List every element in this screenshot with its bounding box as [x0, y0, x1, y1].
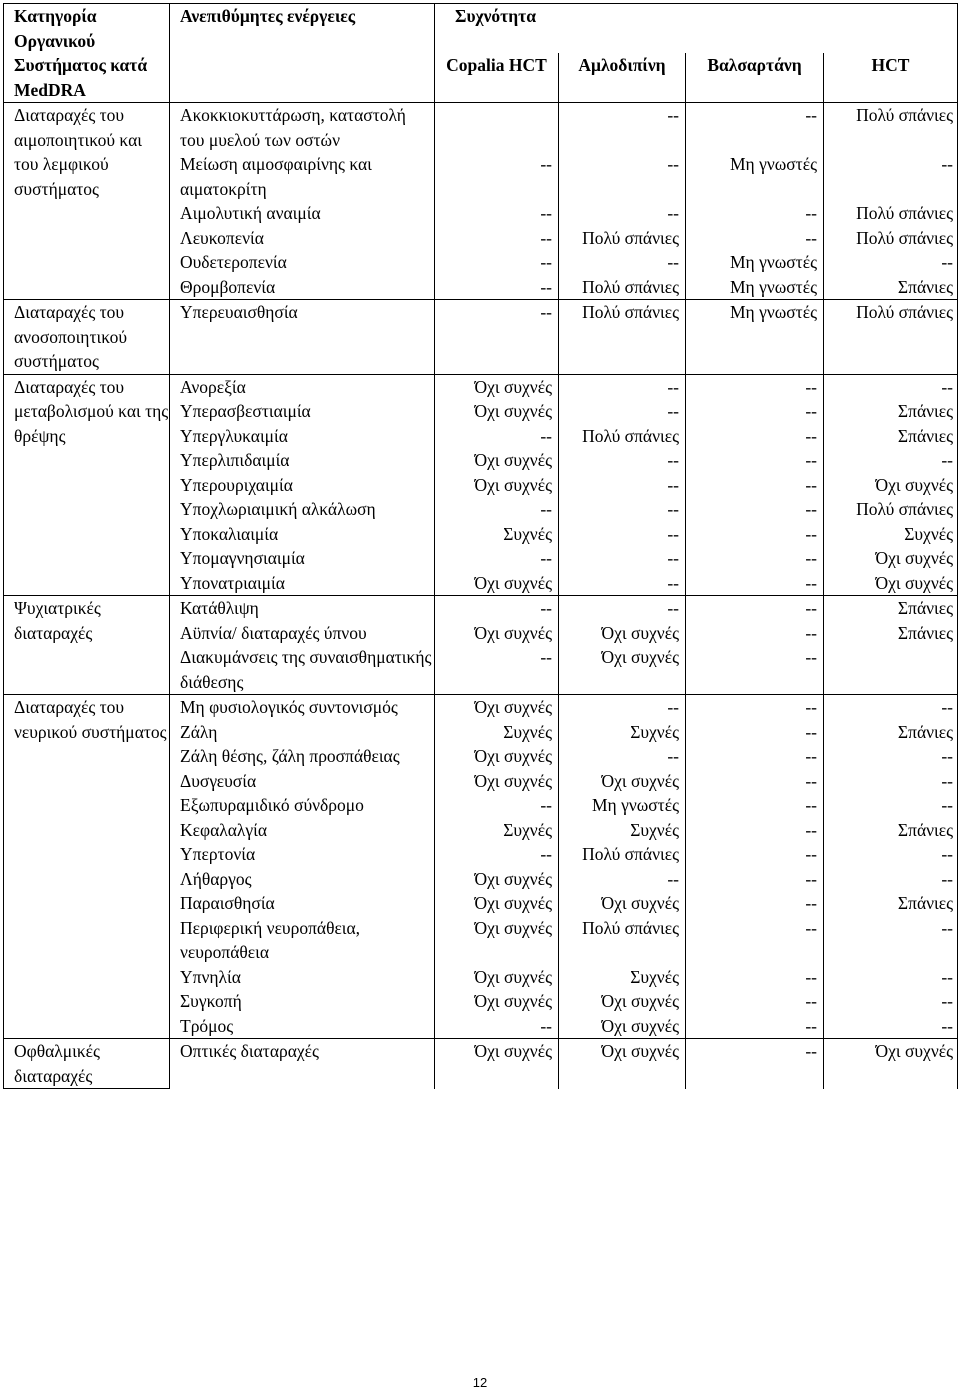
table-row [4, 695, 958, 720]
copalia-hct-cell: Συχνές [435, 522, 559, 547]
reaction-cell: Ακοκκιοκυττάρωση, καταστολή του μυελού των οστών [170, 103, 435, 153]
hct-cell: Σπάνιες [824, 891, 958, 916]
reaction-cell: Εξωπυραμιδικό σύνδρομο [170, 793, 435, 818]
valsartan-cell: -- [686, 103, 824, 153]
copalia-hct-cell: -- [435, 201, 559, 226]
valsartan-cell: Μη γνωστές [686, 250, 824, 275]
valsartan-cell: -- [686, 916, 824, 965]
hct-cell: -- [824, 250, 958, 275]
valsartan-cell: -- [686, 891, 824, 916]
hct-cell: -- [824, 989, 958, 1014]
valsartan-cell: -- [686, 621, 824, 646]
copalia-hct-cell: -- [435, 300, 559, 375]
reaction-cell: Αιμολυτική αναιμία [170, 201, 435, 226]
copalia-hct-cell: Όχι συχνές [435, 695, 559, 720]
valsartan-cell: -- [686, 842, 824, 867]
valsartan-cell: -- [686, 695, 824, 720]
valsartan-cell: -- [686, 793, 824, 818]
copalia-hct-cell: -- [435, 152, 559, 201]
reaction-cell: Περιφερική νευροπάθεια, νευροπάθεια [170, 916, 435, 965]
reaction-cell: Θρομβοπενία [170, 275, 435, 300]
valsartan-cell: -- [686, 989, 824, 1014]
hct-cell: Σπάνιες [824, 424, 958, 449]
copalia-hct-cell: Όχι συχνές [435, 399, 559, 424]
copalia-hct-cell: Όχι συχνές [435, 621, 559, 646]
header-amlodipine: Αμλοδιπίνη [559, 53, 686, 103]
hct-cell: Όχι συχνές [824, 1039, 958, 1089]
amlodipine-cell: Όχι συχνές [559, 769, 686, 794]
valsartan-cell: -- [686, 867, 824, 892]
category-cell: Ψυχιατρικές διαταραχές [4, 596, 170, 695]
table-row [4, 300, 958, 375]
reaction-cell: Υπονατριαιμία [170, 571, 435, 596]
reaction-cell: Ζάλη θέσης, ζάλη προσπάθειας [170, 744, 435, 769]
valsartan-cell: -- [686, 546, 824, 571]
category-cell: Διαταραχές του μεταβολισμού και της θρέψης [4, 374, 170, 596]
amlodipine-cell: Συχνές [559, 720, 686, 745]
reaction-cell: Υπερευαισθησία [170, 300, 435, 375]
hct-cell: -- [824, 448, 958, 473]
hct-cell [824, 645, 958, 695]
valsartan-cell: -- [686, 374, 824, 399]
copalia-hct-cell: Συχνές [435, 818, 559, 843]
table-row [4, 374, 958, 399]
amlodipine-cell: Πολύ σπάνιες [559, 424, 686, 449]
valsartan-cell: -- [686, 399, 824, 424]
amlodipine-cell: -- [559, 152, 686, 201]
valsartan-cell: -- [686, 571, 824, 596]
hct-cell: -- [824, 769, 958, 794]
amlodipine-cell: Πολύ σπάνιες [559, 275, 686, 300]
category-cell: Οφθαλμικές διαταραχές [4, 1039, 170, 1089]
copalia-hct-cell: Όχι συχνές [435, 1039, 559, 1089]
hct-cell: -- [824, 152, 958, 201]
hct-cell: -- [824, 916, 958, 965]
hct-cell: -- [824, 695, 958, 720]
hct-cell: Σπάνιες [824, 621, 958, 646]
copalia-hct-cell: -- [435, 250, 559, 275]
copalia-hct-cell: Όχι συχνές [435, 744, 559, 769]
valsartan-cell: -- [686, 645, 824, 695]
reaction-cell: Συγκοπή [170, 989, 435, 1014]
reaction-cell: Υπερλιπιδαιμία [170, 448, 435, 473]
reaction-cell: Υπνηλία [170, 965, 435, 990]
hct-cell: -- [824, 842, 958, 867]
header-frequency: Συχνότητα [435, 4, 958, 54]
table-header-row [4, 4, 958, 54]
copalia-hct-cell: -- [435, 546, 559, 571]
reaction-cell: Κατάθλιψη [170, 596, 435, 621]
reaction-cell: Οπτικές διαταραχές [170, 1039, 435, 1089]
reaction-cell: Υποχλωριαιμική αλκάλωση [170, 497, 435, 522]
amlodipine-cell: -- [559, 744, 686, 769]
page-number: 12 [472, 1375, 488, 1390]
hct-cell: -- [824, 744, 958, 769]
table-body [4, 103, 958, 1089]
valsartan-cell: -- [686, 201, 824, 226]
header-category: Κατηγορία Οργανικού Συστήματος κατά MedDRA [4, 4, 170, 103]
amlodipine-cell: Πολύ σπάνιες [559, 916, 686, 965]
valsartan-cell: Μη γνωστές [686, 275, 824, 300]
hct-cell: Σπάνιες [824, 720, 958, 745]
amlodipine-cell: -- [559, 695, 686, 720]
table-row [4, 103, 958, 153]
reaction-cell: Μείωση αιμοσφαιρίνης και αιματοκρίτη [170, 152, 435, 201]
hct-cell: -- [824, 374, 958, 399]
category-cell: Διαταραχές του ανοσοποιητικού συστήματος [4, 300, 170, 375]
amlodipine-cell: Όχι συχνές [559, 1039, 686, 1089]
hct-cell: Συχνές [824, 522, 958, 547]
reaction-cell: Υπομαγνησιαιμία [170, 546, 435, 571]
header-copalia-hct: Copalia HCT [435, 53, 559, 103]
amlodipine-cell: Όχι συχνές [559, 621, 686, 646]
copalia-hct-cell: Όχι συχνές [435, 473, 559, 498]
copalia-hct-cell: -- [435, 596, 559, 621]
valsartan-cell: -- [686, 1014, 824, 1039]
reaction-cell: Μη φυσιολογικός συντονισμός [170, 695, 435, 720]
amlodipine-cell: -- [559, 399, 686, 424]
amlodipine-cell: -- [559, 571, 686, 596]
amlodipine-cell: -- [559, 522, 686, 547]
reaction-cell: Λευκοπενία [170, 226, 435, 251]
reaction-cell: Υπερτονία [170, 842, 435, 867]
amlodipine-cell: Όχι συχνές [559, 989, 686, 1014]
copalia-hct-cell: -- [435, 1014, 559, 1039]
valsartan-cell: -- [686, 769, 824, 794]
header-valsartan: Βαλσαρτάνη [686, 53, 824, 103]
hct-cell: Σπάνιες [824, 596, 958, 621]
valsartan-cell: -- [686, 596, 824, 621]
amlodipine-cell: -- [559, 596, 686, 621]
hct-cell: Πολύ σπάνιες [824, 497, 958, 522]
valsartan-cell: -- [686, 424, 824, 449]
amlodipine-cell: Μη γνωστές [559, 793, 686, 818]
hct-cell: -- [824, 867, 958, 892]
copalia-hct-cell: Όχι συχνές [435, 965, 559, 990]
header-adverse-reactions: Ανεπιθύμητες ενέργειες [170, 4, 435, 103]
amlodipine-cell: Συχνές [559, 818, 686, 843]
copalia-hct-cell: Όχι συχνές [435, 448, 559, 473]
valsartan-cell: Μη γνωστές [686, 300, 824, 375]
hct-cell: Σπάνιες [824, 399, 958, 424]
valsartan-cell: -- [686, 720, 824, 745]
copalia-hct-cell: Συχνές [435, 720, 559, 745]
hct-cell: Σπάνιες [824, 275, 958, 300]
copalia-hct-cell: Όχι συχνές [435, 374, 559, 399]
reaction-cell: Υποκαλιαιμία [170, 522, 435, 547]
hct-cell: Πολύ σπάνιες [824, 103, 958, 153]
reaction-cell: Ουδετεροπενία [170, 250, 435, 275]
reaction-cell: Τρόμος [170, 1014, 435, 1039]
amlodipine-cell: Όχι συχνές [559, 645, 686, 695]
copalia-hct-cell: Όχι συχνές [435, 867, 559, 892]
category-cell: Διαταραχές του νευρικού συστήματος [4, 695, 170, 1039]
valsartan-cell: -- [686, 522, 824, 547]
hct-cell: Σπάνιες [824, 818, 958, 843]
valsartan-cell: -- [686, 448, 824, 473]
reaction-cell: Ζάλη [170, 720, 435, 745]
copalia-hct-cell [435, 103, 559, 153]
copalia-hct-cell: -- [435, 645, 559, 695]
copalia-hct-cell: Όχι συχνές [435, 989, 559, 1014]
adverse-reactions-table [3, 3, 958, 1089]
reaction-cell: Υπεργλυκαιμία [170, 424, 435, 449]
category-cell: Διαταραχές του αιμοποιητικού και του λεμφικού συστήματος [4, 103, 170, 300]
hct-cell: Πολύ σπάνιες [824, 201, 958, 226]
hct-cell: -- [824, 793, 958, 818]
valsartan-cell: -- [686, 1039, 824, 1089]
amlodipine-cell: Πολύ σπάνιες [559, 226, 686, 251]
valsartan-cell: -- [686, 818, 824, 843]
copalia-hct-cell: -- [435, 793, 559, 818]
reaction-cell: Παραισθησία [170, 891, 435, 916]
copalia-hct-cell: -- [435, 226, 559, 251]
amlodipine-cell: -- [559, 867, 686, 892]
valsartan-cell: -- [686, 965, 824, 990]
copalia-hct-cell: Όχι συχνές [435, 571, 559, 596]
hct-cell: Όχι συχνές [824, 546, 958, 571]
amlodipine-cell: -- [559, 374, 686, 399]
copalia-hct-cell: -- [435, 842, 559, 867]
header-hct: HCT [824, 53, 958, 103]
amlodipine-cell: Πολύ σπάνιες [559, 300, 686, 375]
amlodipine-cell: -- [559, 546, 686, 571]
reaction-cell: Ανορεξία [170, 374, 435, 399]
reaction-cell: Υπερουριχαιμία [170, 473, 435, 498]
copalia-hct-cell: Όχι συχνές [435, 891, 559, 916]
valsartan-cell: -- [686, 744, 824, 769]
valsartan-cell: -- [686, 497, 824, 522]
reaction-cell: Δυσγευσία [170, 769, 435, 794]
amlodipine-cell: Συχνές [559, 965, 686, 990]
amlodipine-cell: -- [559, 448, 686, 473]
reaction-cell: Κεφαλαλγία [170, 818, 435, 843]
reaction-cell: Λήθαργος [170, 867, 435, 892]
valsartan-cell: -- [686, 473, 824, 498]
reaction-cell: Αϋπνία/ διαταραχές ύπνου [170, 621, 435, 646]
table-row [4, 1039, 958, 1089]
hct-cell: -- [824, 965, 958, 990]
hct-cell: -- [824, 1014, 958, 1039]
amlodipine-cell: -- [559, 473, 686, 498]
copalia-hct-cell: -- [435, 497, 559, 522]
hct-cell: Πολύ σπάνιες [824, 226, 958, 251]
amlodipine-cell: Όχι συχνές [559, 891, 686, 916]
amlodipine-cell: -- [559, 250, 686, 275]
hct-cell: Πολύ σπάνιες [824, 300, 958, 375]
valsartan-cell: Μη γνωστές [686, 152, 824, 201]
copalia-hct-cell: Όχι συχνές [435, 916, 559, 965]
copalia-hct-cell: -- [435, 275, 559, 300]
amlodipine-cell: Όχι συχνές [559, 1014, 686, 1039]
amlodipine-cell: Πολύ σπάνιες [559, 842, 686, 867]
table-row [4, 596, 958, 621]
reaction-cell: Διακυμάνσεις της συναισθηματικής διάθεσης [170, 645, 435, 695]
amlodipine-cell: -- [559, 103, 686, 153]
hct-cell: Όχι συχνές [824, 571, 958, 596]
amlodipine-cell: -- [559, 497, 686, 522]
copalia-hct-cell: Όχι συχνές [435, 769, 559, 794]
hct-cell: Όχι συχνές [824, 473, 958, 498]
copalia-hct-cell: -- [435, 424, 559, 449]
amlodipine-cell: -- [559, 201, 686, 226]
reaction-cell: Υπερασβεστιαιμία [170, 399, 435, 424]
valsartan-cell: -- [686, 226, 824, 251]
